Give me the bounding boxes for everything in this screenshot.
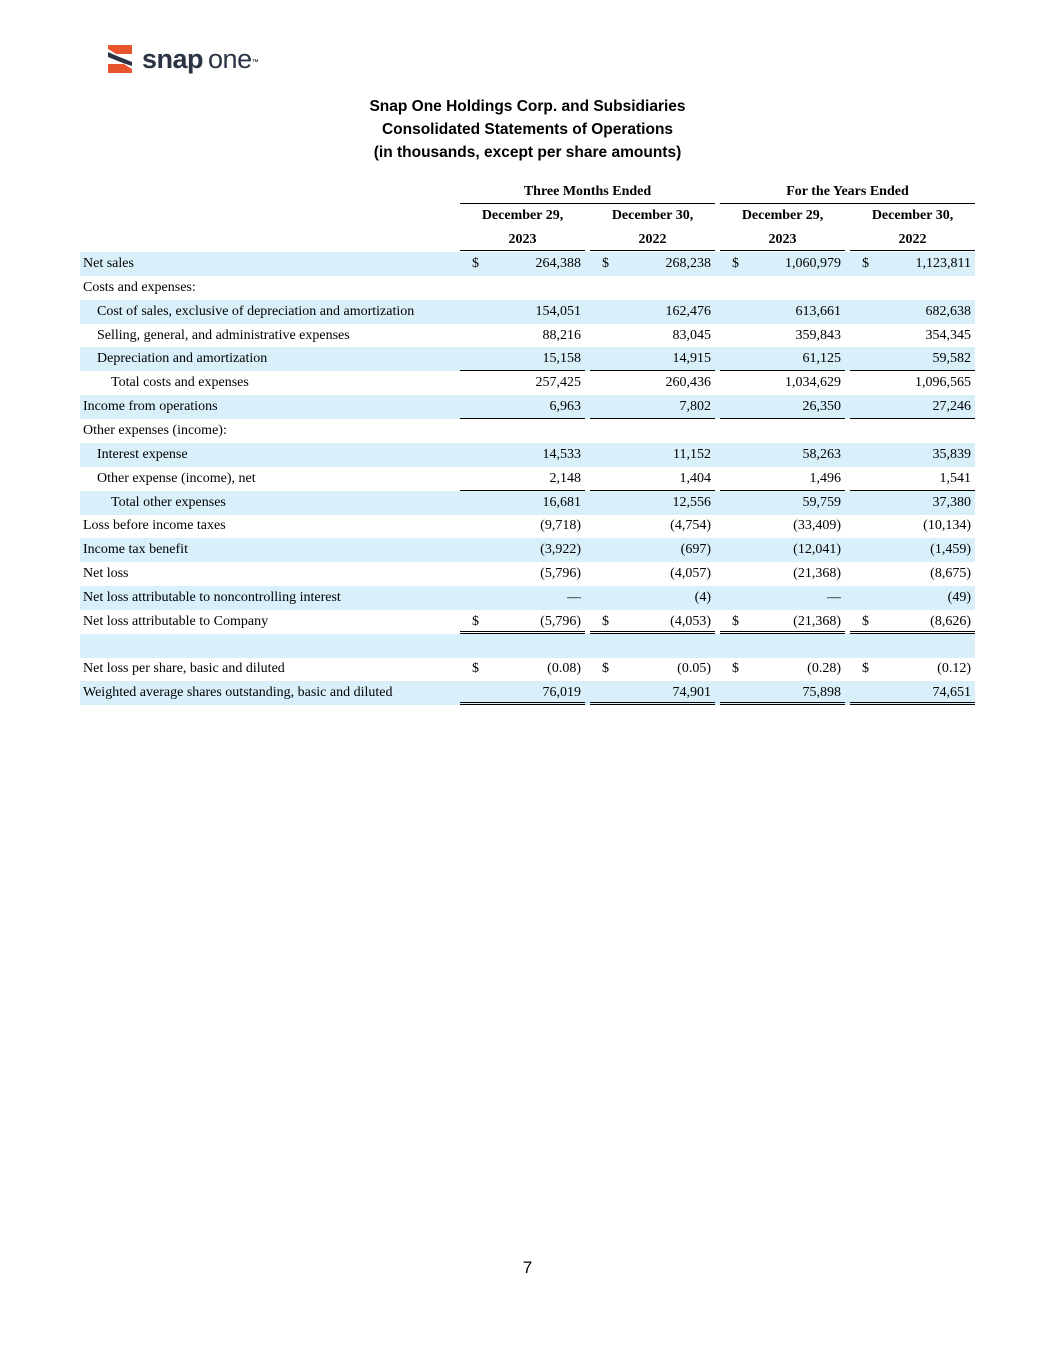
- value-cell: [720, 538, 845, 562]
- row-spacer: [80, 634, 975, 658]
- cell-value: (0.05): [677, 661, 711, 677]
- cell-value: (0.28): [807, 661, 841, 677]
- header-three-months: Three Months Ended: [523, 184, 652, 199]
- value-cell: [720, 443, 845, 467]
- cell-value: 61,125: [802, 351, 841, 367]
- statement-title: [0, 95, 1055, 164]
- value-cell: [590, 347, 715, 371]
- cell-value: 59,759: [802, 494, 841, 510]
- cell-value: 27,246: [932, 399, 971, 415]
- value-cell: [590, 562, 715, 586]
- cell-value: 74,651: [932, 685, 971, 701]
- currency-symbol: $: [472, 256, 479, 271]
- value-cell: [850, 395, 975, 419]
- cell-value: 12,556: [672, 494, 711, 510]
- row-net-sales: [80, 252, 975, 276]
- currency-symbol: $: [732, 613, 739, 629]
- value-cell: [460, 300, 585, 324]
- value-cell: [720, 324, 845, 348]
- cell-value: 59,582: [932, 351, 971, 367]
- value-cell: [590, 657, 715, 681]
- cell-value: 16,681: [542, 494, 581, 510]
- cell-value: (4,053): [670, 613, 711, 629]
- col-header-year: 2022: [638, 232, 667, 247]
- value-cell: [850, 681, 975, 705]
- cell-value: (9,718): [540, 518, 581, 534]
- cell-value: 15,158: [542, 351, 581, 367]
- value-cell: [720, 371, 845, 395]
- value-cell: [850, 347, 975, 371]
- header-year-rule: [590, 250, 715, 251]
- col-header-date: December 30,: [871, 208, 954, 223]
- row-sga: [80, 324, 975, 348]
- company-logo: [104, 42, 258, 76]
- value-cell: [460, 491, 585, 515]
- header-years-ended: For the Years Ended: [786, 184, 909, 199]
- row-cost-of-sales: [80, 300, 975, 324]
- cell-value: (5,796): [540, 566, 581, 582]
- value-cell: [850, 371, 975, 395]
- cell-value: 7,802: [679, 399, 711, 415]
- cell-value: 354,345: [925, 327, 971, 343]
- currency-symbol: $: [732, 661, 739, 677]
- value-cell: [720, 467, 845, 491]
- currency-symbol: $: [862, 661, 869, 677]
- cell-value: 35,839: [932, 446, 971, 462]
- cell-value: 1,096,565: [915, 375, 971, 391]
- value-cell: [720, 347, 845, 371]
- row-income-from-operations: [80, 395, 975, 419]
- row-label: Total costs and expenses: [111, 375, 249, 391]
- cell-value: 162,476: [665, 303, 711, 319]
- cell-value: 6,963: [549, 399, 581, 415]
- row-label: Net loss attributable to noncontrolling interest: [83, 589, 341, 605]
- currency-symbol: $: [472, 661, 479, 677]
- currency-symbol: $: [732, 256, 739, 271]
- cell-value: (21,368): [793, 613, 841, 629]
- value-cell: [850, 562, 975, 586]
- cell-value: 257,425: [535, 375, 581, 391]
- cell-value: 11,152: [673, 446, 711, 462]
- row-other-header: [80, 419, 975, 443]
- value-cell: [590, 586, 715, 610]
- value-cell: [460, 371, 585, 395]
- value-cell: [850, 300, 975, 324]
- cell-value: (33,409): [793, 518, 841, 534]
- cell-value: 1,060,979: [785, 256, 841, 271]
- value-cell: [720, 586, 845, 610]
- value-cell: [850, 657, 975, 681]
- value-cell: [590, 514, 715, 538]
- cell-value: 1,541: [939, 470, 971, 486]
- row-label: Net sales: [83, 256, 134, 271]
- value-cell: [460, 538, 585, 562]
- value-cell: [720, 562, 845, 586]
- cell-value: —: [827, 589, 841, 605]
- cell-value: 26,350: [802, 399, 841, 415]
- header-year-rule: [720, 250, 845, 251]
- row-other-expense-net: [80, 467, 975, 491]
- cell-value: 154,051: [535, 303, 581, 319]
- value-cell: [850, 324, 975, 348]
- title-line-1: Snap One Holdings Corp. and Subsidiaries: [369, 98, 686, 115]
- cell-value: 75,898: [802, 685, 841, 701]
- row-net-loss-nci: [80, 586, 975, 610]
- value-cell: [590, 252, 715, 276]
- currency-symbol: $: [862, 256, 869, 271]
- cell-value: (8,626): [930, 613, 971, 629]
- value-cell: [850, 491, 975, 515]
- cell-value: 76,019: [542, 685, 581, 701]
- col-header-date: December 29,: [481, 208, 564, 223]
- value-cell: [590, 491, 715, 515]
- row-total-costs: [80, 371, 975, 395]
- cell-value: 1,496: [809, 470, 841, 486]
- value-cell: [720, 491, 845, 515]
- value-cell: [460, 610, 585, 634]
- row-net-loss-company: [80, 610, 975, 634]
- cell-value: 682,638: [925, 303, 971, 319]
- row-label: Cost of sales, exclusive of depreciation and amortization: [97, 303, 415, 319]
- cell-value: 74,901: [672, 685, 711, 701]
- value-cell: [590, 395, 715, 419]
- header-three-months-rule: [460, 203, 715, 204]
- cell-value: 2,148: [549, 470, 581, 486]
- row-label: Net loss: [83, 566, 129, 582]
- row-label: Other expense (income), net: [97, 470, 256, 486]
- value-cell: [720, 300, 845, 324]
- col-header-year: 2023: [768, 232, 797, 247]
- row-costs-header: [80, 276, 975, 300]
- row-label: Loss before income taxes: [83, 518, 226, 534]
- row-label: Depreciation and amortization: [97, 351, 268, 367]
- value-cell: [460, 467, 585, 491]
- value-cell: [460, 681, 585, 705]
- value-cell: [460, 347, 585, 371]
- row-label: Net loss attributable to Company: [83, 613, 269, 629]
- row-label: Weighted average shares outstanding, basic and diluted: [83, 685, 393, 701]
- logo-wordmark: snap one™: [142, 44, 259, 74]
- cell-value: (49): [947, 589, 971, 605]
- value-cell: [720, 610, 845, 634]
- cell-value: 14,915: [672, 351, 711, 367]
- cell-value: (5,796): [540, 613, 581, 629]
- row-label: Selling, general, and administrative expenses: [97, 327, 350, 343]
- row-label: Total other expenses: [111, 494, 226, 510]
- cell-value: 260,436: [665, 375, 711, 391]
- value-cell: [460, 252, 585, 276]
- cell-value: (8,675): [930, 566, 971, 582]
- row-net-loss-per-share: [80, 657, 975, 681]
- cell-value: (0.12): [937, 661, 971, 677]
- cell-value: 1,123,811: [915, 256, 971, 271]
- value-cell: [590, 610, 715, 634]
- value-cell: [590, 371, 715, 395]
- value-cell: [720, 681, 845, 705]
- title-line-2: Consolidated Statements of Operations: [381, 121, 674, 138]
- cell-value: (1,459): [930, 542, 971, 558]
- row-income-tax-benefit: [80, 538, 975, 562]
- row-interest-expense: [80, 443, 975, 467]
- cell-value: 83,045: [672, 327, 711, 343]
- page-number: 7: [522, 1258, 533, 1277]
- cell-value: (4): [694, 589, 711, 605]
- header-year-rule: [850, 250, 975, 251]
- value-cell: [460, 395, 585, 419]
- row-loss-before-taxes: [80, 514, 975, 538]
- row-label: Other expenses (income):: [83, 422, 227, 438]
- value-cell: [850, 610, 975, 634]
- cell-value: 264,388: [535, 256, 581, 271]
- cell-value: —: [567, 589, 581, 605]
- currency-symbol: $: [862, 613, 869, 629]
- cell-value: 359,843: [795, 327, 841, 343]
- row-depreciation: [80, 347, 975, 371]
- value-cell: [460, 324, 585, 348]
- value-cell: [720, 395, 845, 419]
- value-cell: [590, 300, 715, 324]
- cell-value: (4,057): [670, 566, 711, 582]
- cell-value: 1,404: [679, 470, 711, 486]
- row-total-other-expenses: [80, 491, 975, 515]
- cell-value: (4,754): [670, 518, 711, 534]
- currency-symbol: $: [602, 256, 609, 271]
- title-line-3: (in thousands, except per share amounts): [373, 144, 682, 161]
- row-label: Costs and expenses:: [83, 279, 196, 295]
- cell-value: 268,238: [665, 256, 711, 271]
- row-label: Income from operations: [83, 399, 218, 415]
- col-header-year: 2023: [508, 232, 537, 247]
- currency-symbol: $: [602, 661, 609, 677]
- value-cell: [720, 514, 845, 538]
- value-cell: [850, 443, 975, 467]
- cell-value: 88,216: [542, 327, 581, 343]
- header-years-ended-rule: [720, 203, 975, 204]
- value-cell: [850, 514, 975, 538]
- value-cell: [460, 586, 585, 610]
- value-cell: [460, 443, 585, 467]
- cell-value: 58,263: [802, 446, 841, 462]
- col-header-year: 2022: [898, 232, 927, 247]
- cell-value: 37,380: [932, 494, 971, 510]
- cell-value: (0.08): [547, 661, 581, 677]
- value-cell: [850, 586, 975, 610]
- row-net-loss: [80, 562, 975, 586]
- value-cell: [720, 657, 845, 681]
- currency-symbol: $: [472, 613, 479, 629]
- row-label: Interest expense: [97, 446, 188, 462]
- value-cell: [460, 657, 585, 681]
- snap-one-logo-icon: [104, 42, 136, 76]
- row-label: Net loss per share, basic and diluted: [83, 661, 285, 677]
- value-cell: [460, 562, 585, 586]
- value-cell: [720, 252, 845, 276]
- row-label: Income tax benefit: [83, 542, 188, 558]
- cell-value: (10,134): [923, 518, 971, 534]
- cell-value: (3,922): [540, 542, 581, 558]
- cell-value: (21,368): [793, 566, 841, 582]
- col-header-date: December 29,: [741, 208, 824, 223]
- currency-symbol: $: [602, 613, 609, 629]
- cell-value: 613,661: [795, 303, 841, 319]
- value-cell: [460, 514, 585, 538]
- cell-value: (697): [680, 542, 711, 558]
- col-header-date: December 30,: [611, 208, 694, 223]
- value-cell: [850, 252, 975, 276]
- cell-value: 1,034,629: [785, 375, 841, 391]
- cell-value: (12,041): [793, 542, 841, 558]
- value-cell: [850, 538, 975, 562]
- cell-value: 14,533: [542, 446, 581, 462]
- header-year-rule: [460, 250, 585, 251]
- value-cell: [590, 681, 715, 705]
- value-cell: [850, 467, 975, 491]
- value-cell: [590, 443, 715, 467]
- value-cell: [590, 538, 715, 562]
- value-cell: [590, 467, 715, 491]
- row-weighted-average-shares: [80, 681, 975, 705]
- value-cell: [590, 324, 715, 348]
